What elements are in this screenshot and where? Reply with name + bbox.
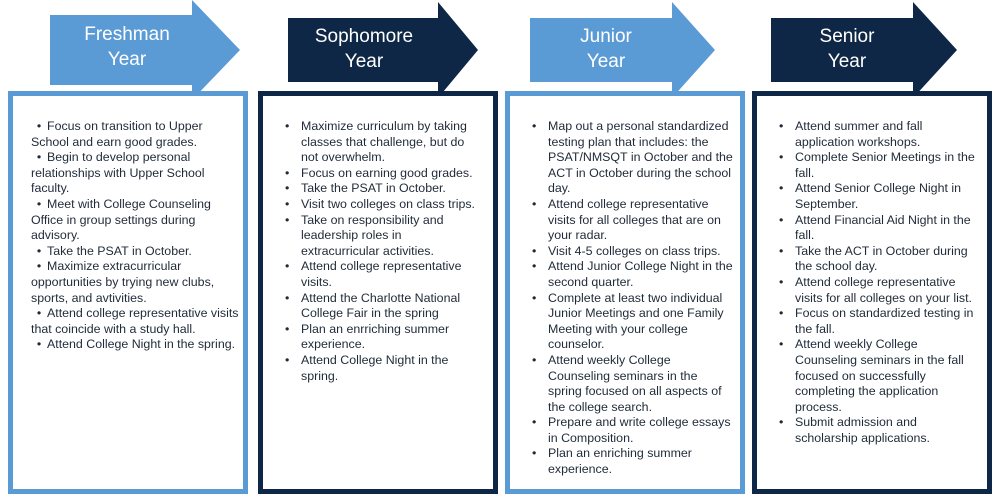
list-item: • Meet with College Counseling Office in group settings during advisory. [31, 196, 211, 243]
list-item: • Attend college representative visits for all colleges that are on your radar. [528, 197, 733, 244]
list-item: • Take the PSAT in October. [36, 243, 192, 258]
title-line-2: Year [107, 49, 147, 70]
list-item: • Attend Junior College Night in the second quarter. [528, 259, 733, 290]
junior-box [505, 91, 745, 494]
list-item: • Submit admission and scholarship applications. [775, 415, 975, 446]
list-item: • Attend College Night in the spring. [281, 353, 481, 384]
sophomore-arrow [288, 0, 486, 100]
freshman-arrow [42, 0, 240, 100]
title-line-1: Junior [580, 26, 632, 47]
list-item: • Attend summer and fall application workshops. [775, 119, 975, 150]
junior-column [497, 0, 737, 500]
list-item: • Take on responsibility and leadership roles in extracurricular activities. [281, 213, 481, 260]
list-item: • Begin to develop personal relationships with Upper School faculty. [31, 150, 205, 196]
list-item: • Complete Senior Meetings in the fall. [775, 150, 975, 181]
sophomore-box [258, 91, 498, 494]
freshman-list [31, 119, 241, 353]
list-item: • Map out a personal standardized testing plan that includes: the PSAT/NMSQT in October and the ACT in October during the school day. [528, 119, 733, 197]
list-item: • Attend college representative visits that coincide with a study hall. [31, 306, 239, 336]
list-item: • Attend Senior College Night in September. [775, 181, 975, 212]
list-item: • Attend college representative visits for all colleges on your list. [775, 275, 975, 306]
senior-box [752, 91, 992, 494]
list-item: • Plan an enriching summer experience. [528, 446, 733, 477]
sophomore-list [281, 119, 481, 384]
list-item: • Attend College Night in the spring. [36, 337, 236, 352]
list-item: • Visit two colleges on class trips. [281, 197, 481, 213]
title-line-1: Sophomore [314, 26, 414, 47]
list-item: • Attend college representative visits. [281, 259, 481, 290]
junior-arrow [530, 0, 728, 100]
title-line-2: Year [827, 51, 867, 72]
list-item: • Attend the Charlotte National College Fair in the spring [281, 291, 481, 322]
list-item: • Attend Financial Aid Night in the fall. [775, 213, 975, 244]
title-line-1: Freshman [84, 24, 170, 45]
list-item: • Focus on earning good grades. [281, 166, 481, 182]
title-line-1: Senior [819, 26, 875, 47]
senior-title [771, 24, 923, 74]
junior-list [528, 119, 733, 478]
list-item: • Prepare and write college essays in Composition. [528, 415, 733, 446]
junior-title [530, 24, 682, 74]
list-item: • Maximize extracurricular opportunities by trying new clubs, sports, and avtivities. [31, 259, 215, 305]
list-item: • Maximize curriculum by taking classes that challenge, but do not overwhelm. [281, 119, 481, 166]
list-item: • Take the ACT in October during the school day. [775, 244, 975, 275]
freshman-title [42, 22, 212, 72]
title-line-2: Year [344, 51, 384, 72]
senior-arrow [771, 0, 969, 100]
sophomore-title [288, 24, 440, 74]
list-item: • Attend weekly College Counseling seminars in the fall focused on successfully completing the application process. [775, 337, 975, 415]
list-item: • Complete at least two individual Junior Meetings and one Family Meeting with your college counselor. [528, 291, 733, 353]
list-item: • Focus on standardized testing in the fall. [775, 306, 975, 337]
sophomore-column [250, 0, 490, 500]
list-item: • Take the PSAT in October. [281, 181, 481, 197]
list-item: • Plan an enrriching summer experience. [281, 322, 481, 353]
senior-column [744, 0, 984, 500]
list-item: • Visit 4-5 colleges on class trips. [528, 244, 733, 260]
freshman-box [8, 91, 248, 494]
list-item: • Attend weekly College Counseling seminars in the spring focused on all aspects of the college search. [528, 353, 733, 415]
senior-list [775, 119, 975, 446]
freshman-column [0, 0, 240, 500]
title-line-2: Year [586, 51, 626, 72]
list-item: • Focus on transition to Upper School and earn good grades. [31, 119, 203, 149]
